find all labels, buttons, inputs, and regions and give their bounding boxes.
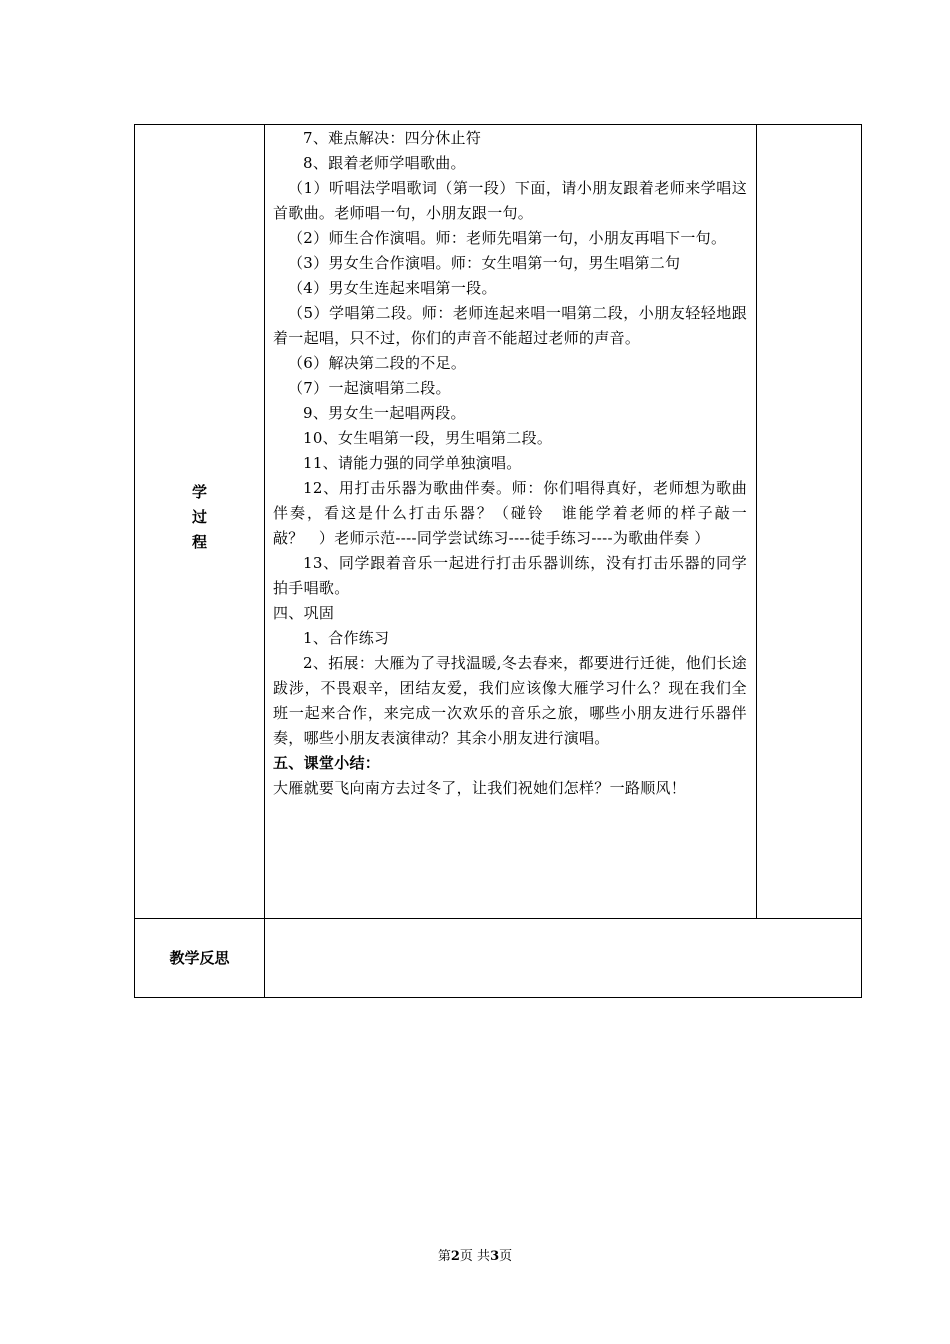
footer-prefix: 第 xyxy=(437,1249,451,1264)
table-top-border xyxy=(134,124,862,125)
table-bottom-border xyxy=(134,997,862,998)
content-paragraph: 10、女生唱第一段，男生唱第二段。 xyxy=(303,429,553,447)
table-left-border xyxy=(134,124,135,998)
content-paragraph: 9、男女生一起唱两段。 xyxy=(303,404,466,422)
content-paragraph: 12、用打击乐器为歌曲伴奏。师：你们唱得真好，老师想为歌曲伴奏，看这是什么打击乐器？（碰铃 谁能学着老师的样子敲一敲？ ）老师示范----同学尝试练习----徒手练习----为歌曲伴奏 ） xyxy=(273,479,747,547)
content-paragraph: （1）听唱法学唱歌词（第一段）下面，请小朋友跟着老师来学唱这首歌曲。老师唱一句，小朋友跟一句。 xyxy=(273,179,747,222)
section-label-char: 过 xyxy=(191,508,207,526)
section-heading: 五、课堂小结： xyxy=(273,754,381,772)
content-paragraph: （2）师生合作演唱。师：老师先唱第一句，小朋友再唱下一句。 xyxy=(288,229,727,247)
reflection-label: 教学反思 xyxy=(169,949,230,967)
content-paragraph: （3）男女生合作演唱。师：女生唱第一句，男生唱第二句 xyxy=(288,254,681,272)
content-paragraph: （6）解决第二段的不足。 xyxy=(288,354,467,372)
lesson-content xyxy=(273,126,747,801)
section-label-char: 程 xyxy=(191,533,207,551)
content-paragraph: （4）男女生连起来唱第一段。 xyxy=(288,279,497,297)
footer-middle: 页 共 xyxy=(459,1249,491,1264)
content-paragraph: 13、同学跟着音乐一起进行打击乐器训练，没有打击乐器的同学拍手唱歌。 xyxy=(273,554,747,597)
content-paragraph: 1、合作练习 xyxy=(303,629,390,647)
content-paragraph: 11、请能力强的同学单独演唱。 xyxy=(303,454,522,472)
footer-suffix: 页 xyxy=(499,1249,513,1264)
section-label xyxy=(135,480,264,555)
content-paragraph: 7、难点解决：四分休止符 xyxy=(303,129,482,147)
table-label-divider xyxy=(264,124,265,998)
table-right-border xyxy=(861,124,862,998)
page-footer xyxy=(0,1247,950,1267)
footer-total-pages: 3 xyxy=(490,1249,500,1264)
table-mid-border xyxy=(134,918,862,919)
content-paragraph: 大雁就要飞向南方去过冬了，让我们祝她们怎样？一路顺风！ xyxy=(273,779,687,797)
content-paragraph: 8、跟着老师学唱歌曲。 xyxy=(303,154,466,172)
section-label-char: 学 xyxy=(191,483,207,501)
section-heading: 四、巩固 xyxy=(273,604,335,622)
table-notes-divider xyxy=(756,124,757,919)
content-paragraph: 2、拓展：大雁为了寻找温暖,冬去春来，都要进行迁徙，他们长途跋涉，不畏艰辛，团结友爱，我们应该像大雁学习什么？现在我们全班一起来合作，来完成一次欢乐的音乐之旅，哪些小朋友进行乐器伴奏，哪些小朋友表演律动？其余小朋友进行演唱。 xyxy=(273,654,747,747)
footer-page-number: 2 xyxy=(450,1249,460,1264)
content-paragraph: （7）一起演唱第二段。 xyxy=(288,379,451,397)
content-paragraph: （5）学唱第二段。师：老师连起来唱一唱第二段，小朋友轻轻地跟着一起唱，只不过，你们的声音不能超过老师的声音。 xyxy=(273,304,747,347)
